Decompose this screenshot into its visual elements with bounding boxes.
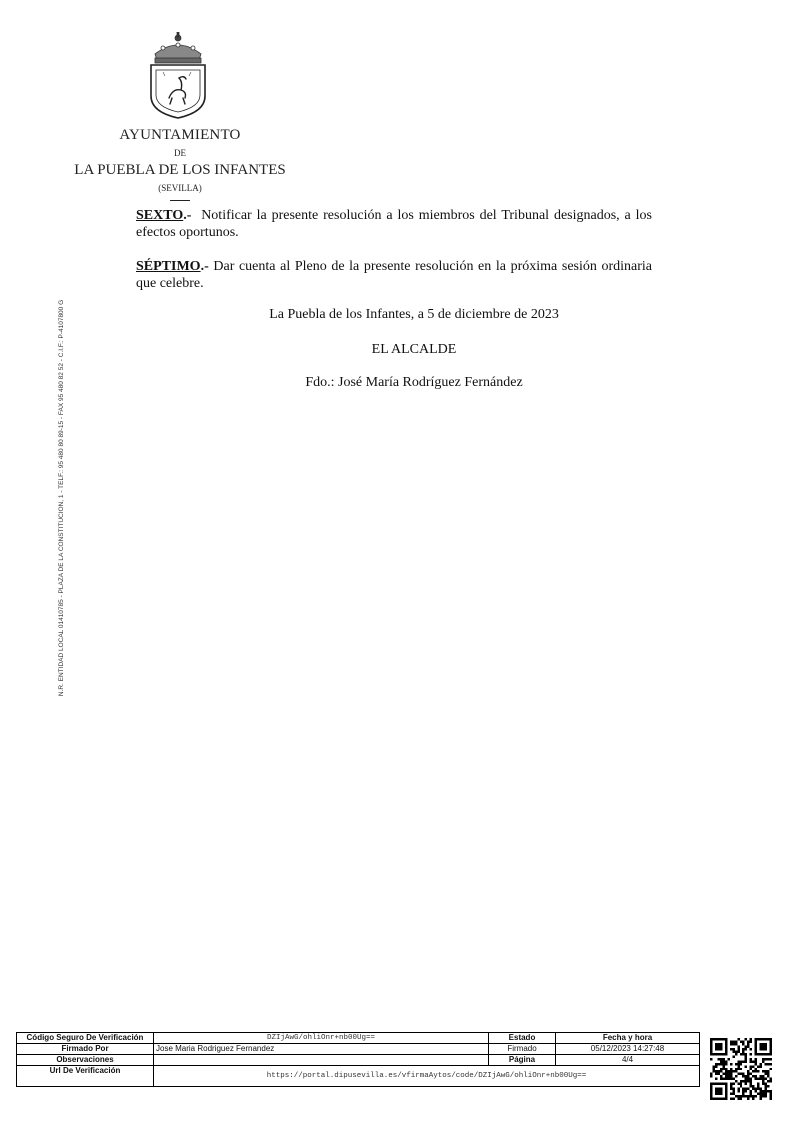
qr-code-icon[interactable] xyxy=(710,1038,772,1100)
fecha-value: 05/12/2023 14:27:48 xyxy=(556,1044,700,1055)
csv-label: Código Seguro De Verificación xyxy=(17,1033,154,1044)
paragraph-text-sexto: Notificar la presente resolución a los miembros del Tribunal designados, a los efectos oportunos. xyxy=(136,208,652,240)
pagina-value: 4/4 xyxy=(556,1055,700,1066)
signer-name: Fdo.: José María Rodríguez Fernández xyxy=(305,375,523,390)
firmado-por-value: Jose Maria Rodriguez Fernandez xyxy=(154,1044,489,1055)
pagina-label: Página xyxy=(489,1055,556,1066)
estado-value: Firmado xyxy=(489,1044,556,1055)
header-de: DE xyxy=(174,148,186,158)
header-town-name: LA PUEBLA DE LOS INFANTES xyxy=(74,162,286,178)
observaciones-label: Observaciones xyxy=(17,1055,154,1066)
paragraph-dot-sexto: .- xyxy=(183,208,192,223)
estado-label: Estado xyxy=(489,1033,556,1044)
side-registry-text: N.R. ENTIDAD LOCAL 01410785 - PLAZA DE LA CONSTITUCION, 1 - TELF.: 95 480 80 89-15 - FAX 95 480 82 52 - C.I.F.: P-4107800 G xyxy=(58,299,65,697)
firmado-por-label: Firmado Por xyxy=(17,1044,154,1055)
observaciones-value xyxy=(154,1055,489,1066)
fecha-label: Fecha y hora xyxy=(556,1033,700,1044)
signer-title: EL ALCALDE xyxy=(371,342,457,357)
csv-value: DZIjAwG/ohliOnr+nb00Ug== xyxy=(154,1033,489,1044)
header-divider xyxy=(170,200,190,201)
coat-of-arms-logo xyxy=(143,32,213,120)
header-province: (SEVILLA) xyxy=(158,183,202,193)
verification-table xyxy=(16,1032,700,1087)
verification-row xyxy=(17,1044,700,1055)
paragraph-text-septimo: Dar cuenta al Pleno de la presente resolución en la próxima sesión ordinaria que celebre. xyxy=(136,259,653,291)
paragraph-label-septimo: SÉPTIMO xyxy=(136,259,201,274)
url-label: Url De Verificación xyxy=(17,1066,154,1087)
verification-row xyxy=(17,1033,700,1044)
verification-url[interactable]: https://portal.dipusevilla.es/vfirmaAytos/code/DZIjAwG/ohliOnr+nb00Ug== xyxy=(154,1066,700,1087)
paragraph-dot-septimo: .- xyxy=(200,259,209,274)
paragraph-septimo xyxy=(136,258,652,292)
paragraph-sexto xyxy=(136,207,652,241)
header-ayuntamiento: AYUNTAMIENTO xyxy=(119,127,241,143)
verification-row xyxy=(17,1066,700,1087)
place-date: La Puebla de los Infantes, a 5 de diciembre de 2023 xyxy=(269,307,559,322)
paragraph-label-sexto: SEXTO xyxy=(136,208,184,223)
verification-row xyxy=(17,1055,700,1066)
